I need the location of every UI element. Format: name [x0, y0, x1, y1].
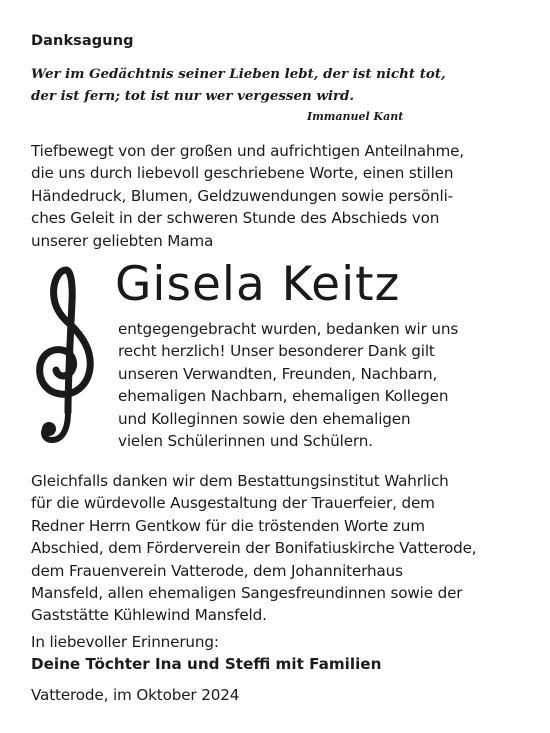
intro-line: unserer geliebten Mama [31, 231, 214, 250]
intro-line: die uns durch liebevoll geschriebene Worte, einen stillen [31, 164, 454, 183]
clef-dot [42, 422, 56, 436]
quote-author: Immanuel Kant [307, 110, 404, 123]
intro-line: Tiefbewegt von der großen und aufrichtigen Anteilnahme, [31, 142, 464, 160]
closing-line: für die würdevolle Ausgestaltung der Trauerfeier, dem [31, 494, 435, 513]
deceased-name: Gisela Keitz [115, 257, 401, 312]
intro-line: ches Geleit in der schweren Stunde des Abschieds von [31, 209, 440, 228]
thanks-line: unseren Verwandten, Freunden, Nachbarn, [118, 364, 438, 383]
signoff-intro: In liebevoller Erinnerung: [31, 633, 219, 651]
thanks-paragraph [118, 318, 458, 452]
closing-line: Gaststätte Kühlewind Mansfeld. [31, 606, 267, 625]
thanks-line: entgegengebracht wurden, bedanken wir uns [118, 320, 459, 338]
place-date [31, 684, 239, 706]
quote-line-2: der ist fern; tot ist nur wer vergessen wird. [31, 88, 355, 104]
thanks-line: vielen Schülerinnen und Schülern. [118, 432, 373, 451]
heading: Danksagung [31, 33, 134, 49]
closing-line: Gleichfalls danken wir dem Bestattungsinstitut Wahrlich [31, 472, 449, 490]
thanks-line: ehemaligen Nachbarn, ehemaligen Kollegen [118, 387, 449, 406]
closing-paragraph [31, 470, 476, 627]
closing-line: Mansfeld, allen ehemaligen Sangesfreundinnen sowie der [31, 584, 463, 603]
intro-paragraph [31, 140, 464, 252]
treble-clef-icon [30, 262, 98, 452]
intro-line: Händedruck, Blumen, Geldzuwendungen sowie persönli- [31, 186, 453, 205]
signoff [31, 631, 381, 676]
closing-line: dem Frauenverein Vatterode, dem Johanniterhaus [31, 561, 403, 580]
closing-line: Abschied, dem Förderverein der Bonifatiuskirche Vatterode, [31, 539, 477, 558]
thanks-line: und Kolleginnen sowie den ehemaligen [118, 409, 411, 428]
closing-line: Redner Herrn Gentkow für die tröstenden Worte zum [31, 516, 425, 535]
signoff-family: Deine Töchter Ina und Steffi mit Familien [31, 655, 382, 674]
quote-line-1: Wer im Gedächtnis seiner Lieben lebt, der ist nicht tot, [31, 66, 446, 82]
quote [31, 63, 501, 107]
thanks-line: recht herzlich! Unser besonderer Dank gilt [118, 342, 435, 361]
place-date-text: Vatterode, im Oktober 2024 [31, 686, 240, 704]
